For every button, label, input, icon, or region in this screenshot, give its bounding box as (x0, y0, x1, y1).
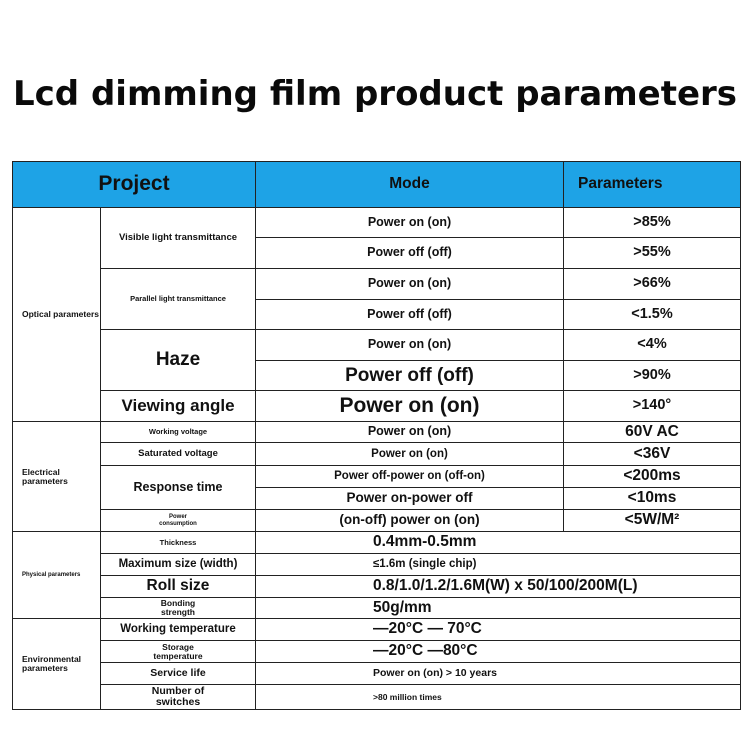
saturated-voltage-mode: Power on (on) (256, 443, 564, 466)
haze-off-value: >90% (564, 361, 740, 391)
max-size-label: Maximum size (width) (101, 554, 256, 576)
header-project: Project (13, 162, 256, 208)
haze-off-mode: Power off (off) (256, 361, 564, 391)
working-temperature-label: Working temperature (101, 619, 256, 641)
response-time-mode-1: Power off-power on (off-on) (256, 466, 564, 488)
working-voltage-mode: Power on (on) (256, 422, 564, 443)
visible-light-on-mode: Power on (on) (256, 208, 564, 238)
power-consumption-mode: (on-off) power on (on) (256, 510, 564, 532)
power-consumption-label: Power consumption (101, 510, 256, 532)
storage-temperature-value: —20°C —80°C (256, 641, 740, 663)
roll-size-label: Roll size (101, 576, 256, 598)
visible-light-off-value: >55% (564, 238, 740, 269)
service-life-value: Power on (on) > 10 years (256, 663, 740, 685)
parallel-light-off-mode: Power off (off) (256, 300, 564, 330)
switches-label: Number of switches (101, 685, 256, 709)
storage-temperature-label: Storage temperature (101, 641, 256, 663)
saturated-voltage-label: Saturated voltage (101, 443, 256, 466)
haze-label: Haze (101, 330, 256, 391)
thickness-label: Thickness (101, 532, 256, 554)
roll-size-value: 0.8/1.0/1.2/1.6M(W) x 50/100/200M(L) (256, 576, 740, 598)
visible-light-on-value: >85% (564, 208, 740, 238)
physical-group-label: Physical parameters (13, 532, 101, 619)
environmental-group-label: Environmental parameters (13, 619, 101, 709)
visible-light-label: Visible light transmittance (101, 208, 256, 269)
viewing-angle-label: Viewing angle (101, 391, 256, 422)
haze-on-mode: Power on (on) (256, 330, 564, 361)
bonding-strength-value: 50g/mm (256, 598, 740, 619)
response-time-label: Response time (101, 466, 256, 510)
response-time-value-1: <200ms (564, 466, 740, 488)
response-time-value-2: <10ms (564, 488, 740, 510)
working-voltage-value: 60V AC (564, 422, 740, 443)
header-mode: Mode (256, 162, 564, 208)
electrical-group-label: Electrical parameters (13, 422, 101, 532)
parallel-light-on-mode: Power on (on) (256, 269, 564, 300)
page-title: Lcd dimming film product parameters (12, 74, 738, 114)
viewing-angle-mode: Power on (on) (256, 391, 564, 422)
parallel-light-off-value: <1.5% (564, 300, 740, 330)
haze-on-value: <4% (564, 330, 740, 361)
parallel-light-on-value: >66% (564, 269, 740, 300)
response-time-mode-2: Power on-power off (256, 488, 564, 510)
working-voltage-label: Working voltage (101, 422, 256, 443)
parallel-light-label: Parallel light transmittance (101, 269, 256, 330)
saturated-voltage-value: <36V (564, 443, 740, 466)
max-size-value: ≤1.6m (single chip) (256, 554, 740, 576)
visible-light-off-mode: Power off (off) (256, 238, 564, 269)
bonding-strength-label: Bonding strength (101, 598, 256, 619)
service-life-label: Service life (101, 663, 256, 685)
optical-group-label: Optical parameters (13, 208, 101, 422)
thickness-value: 0.4mm-0.5mm (256, 532, 740, 554)
switches-value: >80 million times (373, 691, 442, 702)
viewing-angle-value: >140° (564, 391, 740, 422)
header-parameters: Parameters (564, 162, 740, 208)
working-temperature-value: —20°C — 70°C (256, 619, 740, 641)
power-consumption-value: <5W/M² (564, 510, 740, 532)
parameters-table (12, 161, 741, 710)
